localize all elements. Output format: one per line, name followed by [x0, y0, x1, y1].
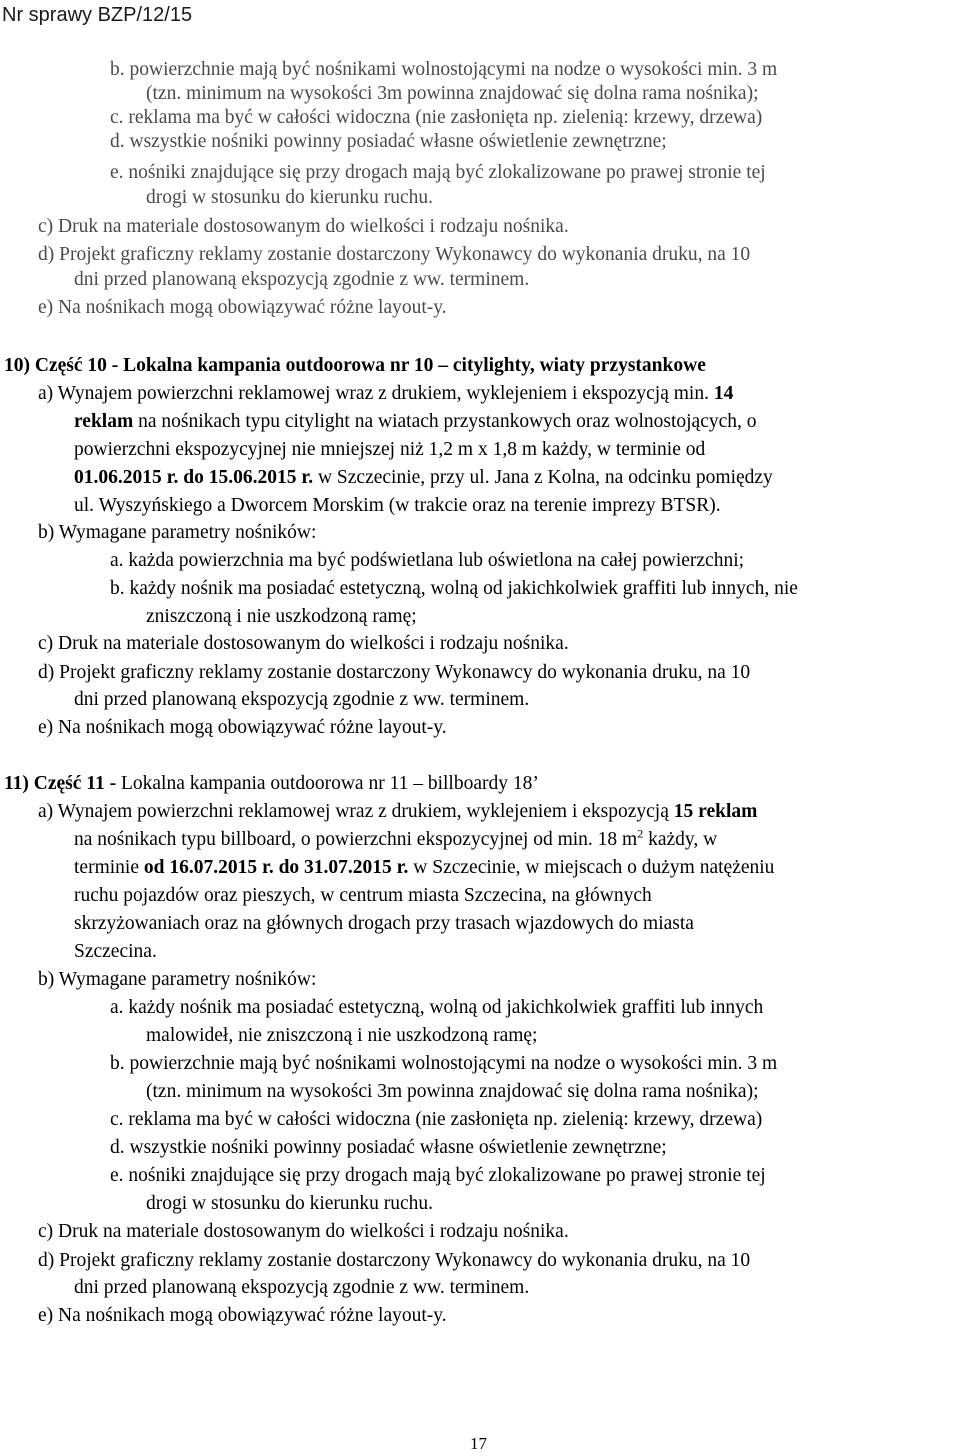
s11-item-c: c) Druk na materiale dostosowanym do wielkości i rodzaju nośnika. — [38, 1221, 569, 1242]
s10-item-c: c) Druk na materiale dostosowanym do wielkości i rodzaju nośnika. — [38, 633, 569, 654]
s11-item-b-d: d. wszystkie nośniki powinny posiadać własne oświetlenie zewnętrzne; — [110, 1137, 667, 1158]
item-c-print: c) Druk na materiale dostosowanym do wielkości i rodzaju nośnika. — [38, 216, 569, 237]
list-item-c: c. reklama ma być w całości widoczna (nie zasłonięta np. zielenią: krzewy, drzewa) — [110, 107, 763, 128]
s10-item-a-line3: powierzchni ekspozycyjnej nie mniejszej niż 1,2 m x 1,8 m każdy, w terminie od — [74, 439, 706, 460]
s10-item-b-b: b. każdy nośnik ma posiadać estetyczną, wolną od jakichkolwiek graffiti lub innych, nie — [110, 578, 798, 599]
list-item-b-cont: (tzn. minimum na wysokości 3m powinna znajdować się dolna rama nośnika); — [146, 83, 759, 104]
s11-item-b-label: b) Wymagane parametry nośników: — [38, 969, 317, 990]
item-d-design-cont: dni przed planowaną ekspozycją zgodnie z ww. terminem. — [74, 269, 530, 290]
list-item-d: d. wszystkie nośniki powinny posiadać własne oświetlenie zewnętrzne; — [110, 131, 667, 152]
s10-item-b-b-cont: zniszczoną i nie uszkodzoną ramę; — [146, 606, 417, 627]
s11-item-b-b: b. powierzchnie mają być nośnikami wolnostojącymi na nodze o wysokości min. 3 m — [110, 1053, 778, 1074]
s11-item-b-e-cont: drogi w stosunku do kierunku ruchu. — [146, 1193, 434, 1214]
s11-item-d: d) Projekt graficzny reklamy zostanie dostarczony Wykonawcy do wykonania druku, na 10 — [38, 1250, 751, 1271]
s11-item-a-line6: Szczecina. — [74, 941, 157, 962]
item-d-design: d) Projekt graficzny reklamy zostanie dostarczony Wykonawcy do wykonania druku, na 10 — [38, 244, 751, 265]
s10-item-a-line2: reklam na nośnikach typu citylight na wiatach przystankowych oraz wolnostojących, o — [74, 411, 757, 432]
s11-item-b-e: e. nośniki znajdujące się przy drogach mają być zlokalizowane po prawej stronie tej — [110, 1165, 766, 1186]
s10-item-e: e) Na nośnikach mogą obowiązywać różne layout-y. — [38, 717, 447, 738]
section-10-heading: 10) Część 10 - Lokalna kampania outdoorowa nr 10 – citylighty, wiaty przystankowe — [4, 355, 706, 376]
s10-item-b-label: b) Wymagane parametry nośników: — [38, 522, 317, 543]
s10-item-b-a: a. każda powierzchnia ma być podświetlana lub oświetlona na całej powierzchni; — [110, 550, 745, 571]
s11-item-a-line5: skrzyżowaniach oraz na głównych drogach przy trasach wjazdowych do miasta — [74, 913, 694, 934]
page-number: 17 — [470, 1434, 487, 1453]
s11-item-e: e) Na nośnikach mogą obowiązywać różne layout-y. — [38, 1305, 447, 1326]
s11-item-b-a: a. każdy nośnik ma posiadać estetyczną, wolną od jakichkolwiek graffiti lub innych — [110, 997, 764, 1018]
s10-item-a-line4: 01.06.2015 r. do 15.06.2015 r. w Szczecinie, przy ul. Jana z Kolna, na odcinku pomiędzy — [74, 467, 773, 488]
s11-item-b-c: c. reklama ma być w całości widoczna (nie zasłonięta np. zielenią: krzewy, drzewa) — [110, 1109, 763, 1130]
s11-item-a-line3: terminie od 16.07.2015 r. do 31.07.2015 r. w Szczecinie, w miejscach o dużym natężeniu — [74, 857, 775, 878]
list-item-b: b. powierzchnie mają być nośnikami wolnostojącymi na nodze o wysokości min. 3 m — [110, 59, 778, 80]
s11-item-b-b-cont: (tzn. minimum na wysokości 3m powinna znajdować się dolna rama nośnika); — [146, 1081, 759, 1102]
list-item-e-cont: drogi w stosunku do kierunku ruchu. — [146, 187, 434, 208]
s10-item-d-cont: dni przed planowaną ekspozycją zgodnie z ww. terminem. — [74, 689, 530, 710]
s10-item-d: d) Projekt graficzny reklamy zostanie dostarczony Wykonawcy do wykonania druku, na 10 — [38, 662, 751, 683]
s11-item-a-line4: ruchu pojazdów oraz pieszych, w centrum miasta Szczecina, na głównych — [74, 885, 652, 906]
s10-item-a-line1: a) Wynajem powierzchni reklamowej wraz z drukiem, wyklejeniem i ekspozycją min. 14 — [38, 383, 734, 404]
s11-item-b-a-cont: malowideł, nie zniszczoną i nie uszkodzoną ramę; — [146, 1025, 538, 1046]
s10-item-a-line5: ul. Wyszyńskiego a Dworcem Morskim (w trakcie oraz na terenie imprezy BTSR). — [74, 495, 721, 516]
list-item-e: e. nośniki znajdujące się przy drogach mają być zlokalizowane po prawej stronie tej — [110, 162, 766, 183]
section-11-heading: 11) Część 11 - Lokalna kampania outdoorowa nr 11 – billboardy 18’ — [4, 773, 539, 794]
s11-item-a-line1: a) Wynajem powierzchni reklamowej wraz z drukiem, wyklejeniem i ekspozycją 15 reklam — [38, 801, 758, 822]
s11-item-a-line2: na nośnikach typu billboard, o powierzchni ekspozycyjnej od min. 18 $m^2$ każdy, w — [74, 826, 718, 850]
s11-item-d-cont: dni przed planowaną ekspozycją zgodnie z ww. terminem. — [74, 1277, 530, 1298]
item-e-layouts: e) Na nośnikach mogą obowiązywać różne layout-y. — [38, 297, 447, 318]
case-number-header: Nr sprawy BZP/12/15 — [2, 4, 193, 26]
